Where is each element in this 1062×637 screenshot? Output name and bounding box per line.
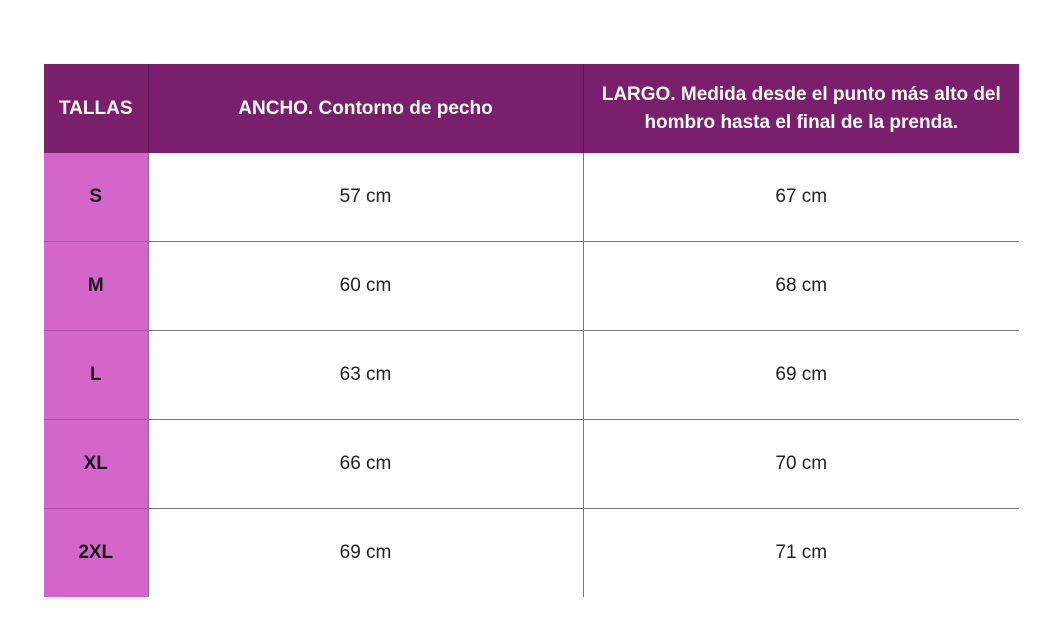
width-cell: 69 cm <box>148 509 583 598</box>
table-row <box>44 331 1019 420</box>
width-cell: 66 cm <box>148 420 583 509</box>
size-chart-table <box>44 64 1019 597</box>
table-row <box>44 153 1019 242</box>
header-size: TALLAS <box>44 64 148 153</box>
size-cell: XL <box>44 420 148 509</box>
header-width: ANCHO. Contorno de pecho <box>148 64 583 153</box>
length-cell: 68 cm <box>583 242 1019 331</box>
table-row <box>44 242 1019 331</box>
table-row <box>44 420 1019 509</box>
size-cell: 2XL <box>44 509 148 598</box>
length-cell: 71 cm <box>775 542 828 563</box>
length-cell: 70 cm <box>583 420 1019 509</box>
width-cell: 57 cm <box>148 153 583 242</box>
length-cell: 69 cm <box>583 331 1019 420</box>
size-cell: L <box>44 331 148 420</box>
size-cell: S <box>44 153 148 242</box>
size-cell: M <box>44 242 148 331</box>
header-length: LARGO. Medida desde el punto más alto del hombro hasta el final de la prenda. <box>583 64 1019 153</box>
width-cell: 63 cm <box>148 331 583 420</box>
table-row <box>44 509 1019 598</box>
header-row <box>44 64 1019 153</box>
length-cell: 67 cm <box>583 153 1019 242</box>
width-cell: 60 cm <box>148 242 583 331</box>
